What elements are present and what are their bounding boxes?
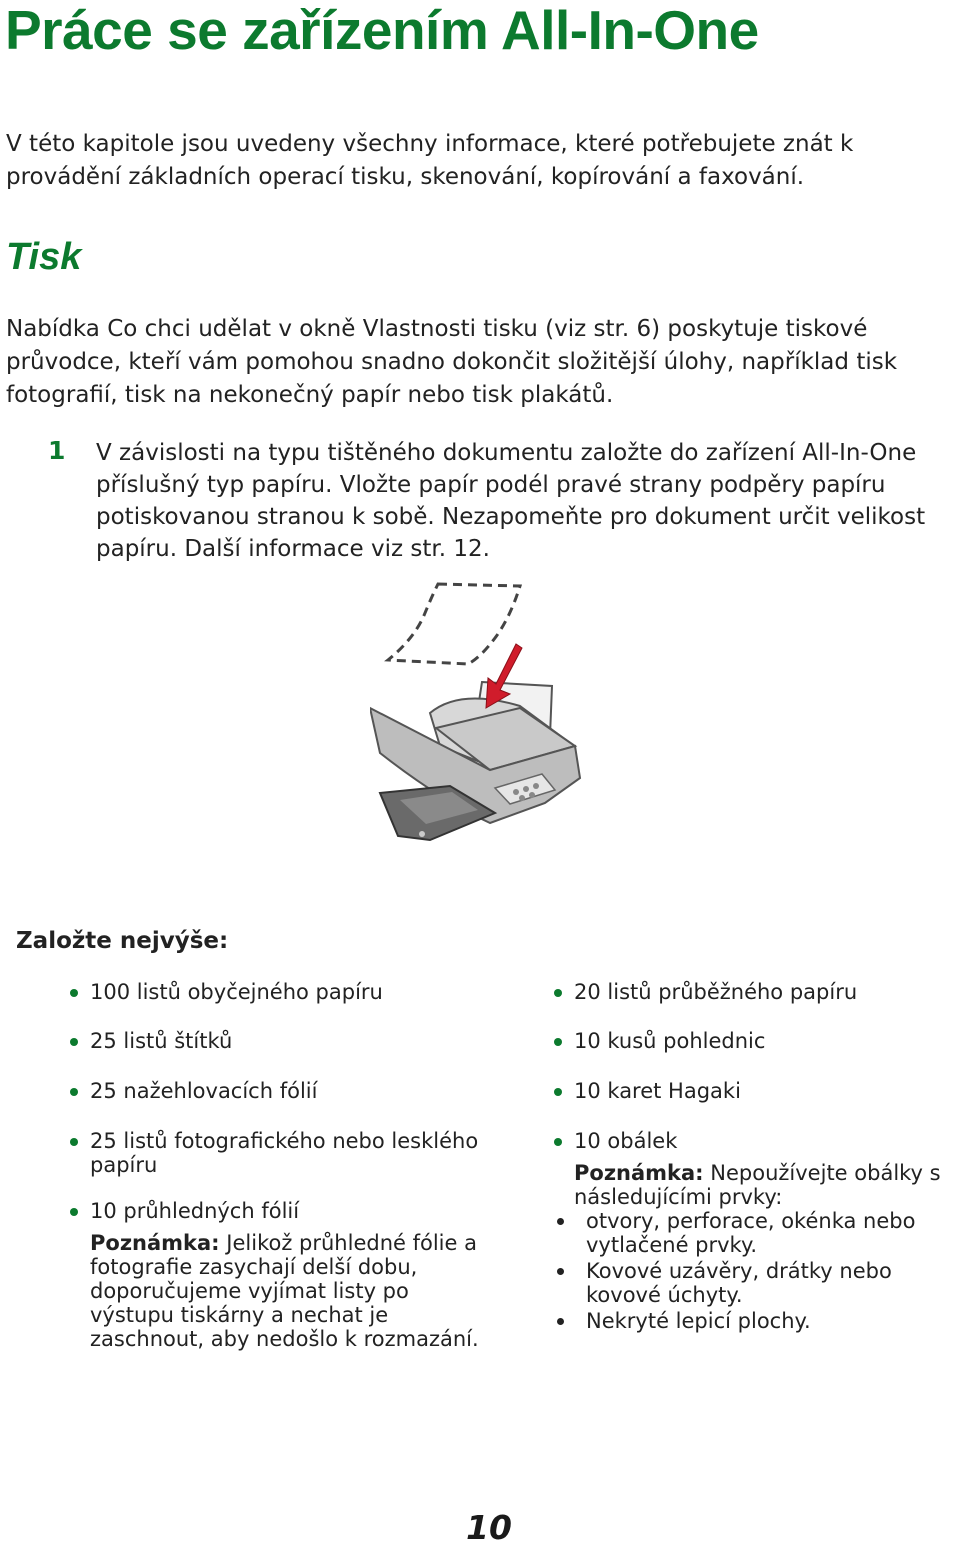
note-text: Jelikož průhledné fólie a fotografie zasychají delší dobu, doporučujeme vyjímat listy po výstupu tiskárny a nechat je zaschnout, aby nedošlo k rozmazání. bbox=[90, 1231, 479, 1351]
list-item: 25 listů štítků bbox=[70, 1029, 520, 1053]
page-number: 10 bbox=[466, 1508, 512, 1547]
bullet-icon bbox=[70, 1208, 78, 1216]
envelope-note bbox=[554, 1161, 954, 1209]
chapter-intro: V této kapitole jsou uvedeny všechny informace, které potřebujete znát k provádění základních operací tisku, skenování, kopírování a faxování. bbox=[6, 131, 854, 190]
list-item: 10 průhledných fólií bbox=[70, 1199, 520, 1223]
load-list-left bbox=[70, 980, 520, 1351]
bullet-icon bbox=[554, 1088, 562, 1096]
page-title: Práce se zařízením All-In-One bbox=[5, 0, 759, 61]
list-item: 20 listů průběžného papíru bbox=[554, 980, 954, 1004]
bullet-icon bbox=[554, 1138, 562, 1146]
section-paragraph: Nabídka Co chci udělat v okně Vlastnosti tisku (viz str. 6) poskytuje tiskové průvodce, kteří vám pomohou snadno dokončit složitější úlohy, například tisk fotografií, tisk na nekonečný papír nebo tisk plakátů. bbox=[6, 316, 898, 408]
note-label: Poznámka: bbox=[90, 1231, 220, 1255]
list-item: 10 karet Hagaki bbox=[554, 1079, 954, 1103]
bullet-icon bbox=[70, 1138, 78, 1146]
printer-illustration bbox=[370, 578, 590, 852]
bullet-icon bbox=[554, 989, 562, 997]
list-item: 25 nažehlovacích fólií bbox=[70, 1079, 520, 1103]
list-item: 25 listů fotografického nebo lesklého papíru bbox=[70, 1129, 520, 1177]
bullet-icon bbox=[70, 1038, 78, 1046]
note-label: Poznámka: bbox=[574, 1161, 704, 1185]
load-list-right bbox=[554, 980, 954, 1335]
list-item: 10 kusů pohlednic bbox=[554, 1029, 954, 1053]
bullet-icon bbox=[70, 989, 78, 997]
bullet-icon bbox=[70, 1088, 78, 1096]
load-limits-heading: Založte nejvýše: bbox=[16, 928, 229, 954]
list-item: 100 listů obyčejného papíru bbox=[70, 980, 520, 1004]
transparency-note bbox=[70, 1231, 520, 1351]
bullet-icon bbox=[557, 1218, 564, 1225]
section-heading-print: Tisk bbox=[6, 236, 82, 278]
step-text: V závislosti na typu tištěného dokumentu založte do zařízení All-In-One příslušný typ papíru. Vložte papír podél pravé strany podpěry papíru potiskovanou stranou k sobě. Nezapomeňte pro dokument určit velikost papíru. Další informace viz str. 12. bbox=[96, 440, 926, 562]
sub-list-item: Nekryté lepicí plochy. bbox=[554, 1309, 954, 1333]
bullet-icon bbox=[554, 1038, 562, 1046]
paper-sheet-icon bbox=[388, 584, 520, 664]
bullet-icon bbox=[557, 1318, 564, 1325]
envelope-restrictions-list bbox=[554, 1209, 954, 1333]
sub-list-item: otvory, perforace, okénka nebo vytlačené prvky. bbox=[554, 1209, 954, 1257]
sub-list-item: Kovové uzávěry, drátky nebo kovové úchyty. bbox=[554, 1259, 954, 1307]
printer-paper-loading-icon bbox=[370, 578, 590, 848]
list-item: 10 obálek bbox=[554, 1129, 954, 1153]
bullet-icon bbox=[557, 1268, 564, 1275]
note-text: Nepoužívejte obálky s následujícími prvky: bbox=[574, 1161, 941, 1209]
step-number: 1 bbox=[48, 436, 66, 465]
